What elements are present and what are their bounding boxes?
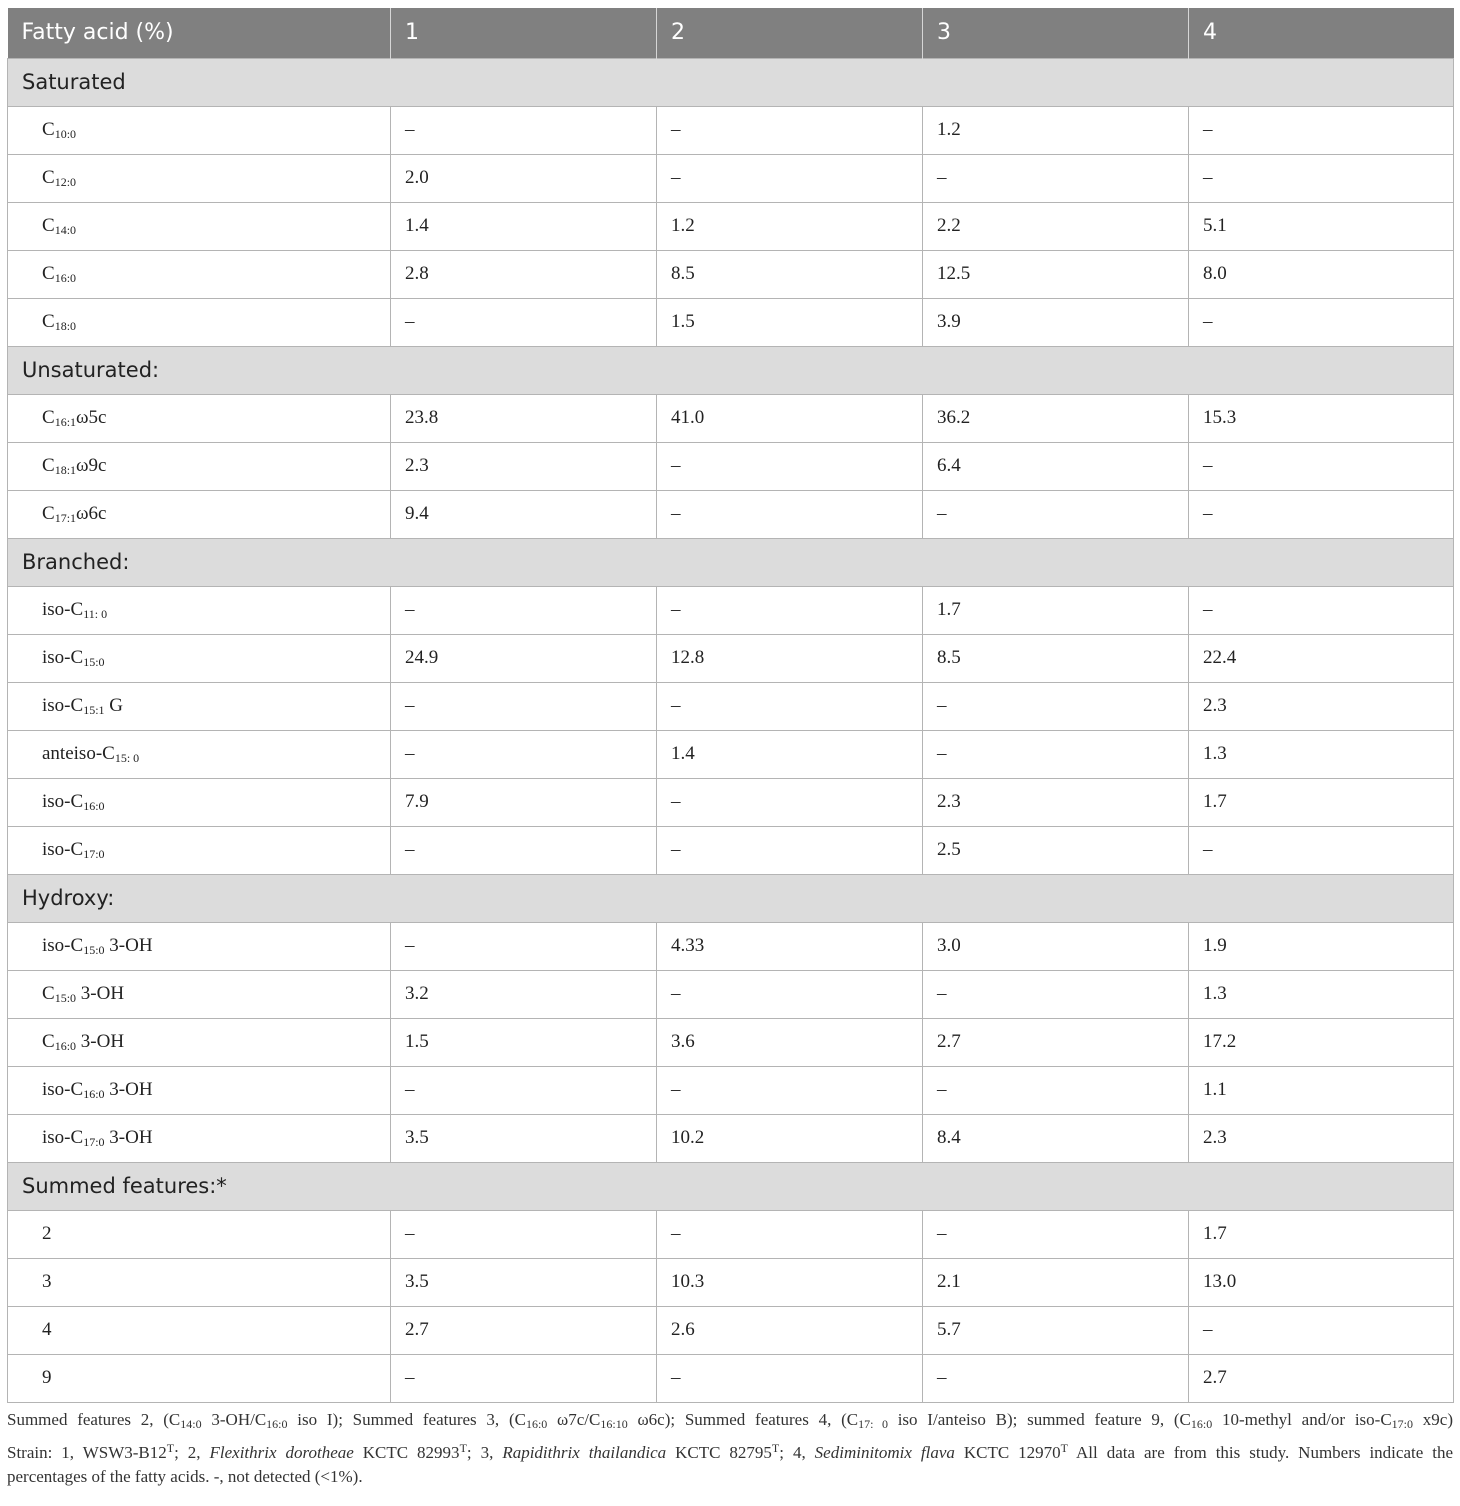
fatty-acid-name-segment: 12:0 <box>54 174 77 189</box>
footnote-line2-segment: KCTC 12970 <box>954 1442 1061 1462</box>
value-cell-strain-4: 1.9 <box>1189 922 1454 970</box>
value-cell-strain-2: – <box>657 826 923 874</box>
footnote-line2-segment: T <box>771 1440 780 1455</box>
value-cell-strain-1: 3.5 <box>391 1258 657 1306</box>
table-row <box>8 970 1454 1018</box>
footnote-line2-segment: All data are from this study. Numbers indicate the <box>1068 1442 1453 1462</box>
value-cell-strain-4: – <box>1189 826 1454 874</box>
value-cell-strain-1: – <box>391 586 657 634</box>
value-cell-strain-4: 2.3 <box>1189 1114 1454 1162</box>
value-cell-strain-2: 1.4 <box>657 730 923 778</box>
table-row <box>8 1066 1454 1114</box>
header-strain-3: 3 <box>923 8 1189 58</box>
table-row <box>8 202 1454 250</box>
fatty-acid-name-segment: C <box>42 502 55 524</box>
value-cell-strain-1: 2.7 <box>391 1306 657 1354</box>
fatty-acid-name-cell <box>8 490 391 538</box>
table-row <box>8 778 1454 826</box>
value-cell-strain-2: – <box>657 490 923 538</box>
fatty-acid-name-cell <box>8 970 391 1018</box>
fatty-acid-name-segment: 3-OH <box>76 1030 125 1052</box>
fatty-acid-name-cell <box>8 1306 391 1354</box>
footnote-line2-segment: ; 3, <box>466 1442 503 1462</box>
value-cell-strain-3: 2.1 <box>923 1258 1189 1306</box>
section-label: Branched: <box>8 538 1454 586</box>
fatty-acid-table-container <box>7 8 1453 1489</box>
fatty-acid-name-cell <box>8 682 391 730</box>
value-cell-strain-2: 41.0 <box>657 394 923 442</box>
footnote-line1-segment: 16:0 <box>1190 1416 1213 1431</box>
table-header-row <box>8 8 1454 58</box>
value-cell-strain-4: 2.3 <box>1189 682 1454 730</box>
header-fatty-acid: Fatty acid (%) <box>8 8 391 58</box>
footnote-line1-segment: iso I); Summed features 3, (C <box>287 1409 526 1429</box>
value-cell-strain-1: – <box>391 682 657 730</box>
value-cell-strain-3: 2.3 <box>923 778 1189 826</box>
footnote-line1-segment: x9c) <box>1413 1409 1453 1429</box>
fatty-acid-name-segment: 15:1 <box>83 702 105 717</box>
value-cell-strain-2: 4.33 <box>657 922 923 970</box>
value-cell-strain-3: – <box>923 1354 1189 1402</box>
value-cell-strain-3: 1.7 <box>923 586 1189 634</box>
fatty-acid-name-segment: iso-C <box>42 646 84 668</box>
fatty-acid-name-segment: C <box>42 214 55 236</box>
value-cell-strain-2: 3.6 <box>657 1018 923 1066</box>
fatty-acid-name-segment: iso-C <box>42 934 84 956</box>
fatty-acid-name-segment: 3-OH <box>104 934 153 956</box>
table-row <box>8 1114 1454 1162</box>
value-cell-strain-3: – <box>923 154 1189 202</box>
fatty-acid-name-segment: 3-OH <box>104 1126 153 1148</box>
value-cell-strain-3: 2.2 <box>923 202 1189 250</box>
value-cell-strain-2: – <box>657 586 923 634</box>
fatty-acid-name-cell <box>8 1258 391 1306</box>
table-row <box>8 1210 1454 1258</box>
value-cell-strain-1: – <box>391 298 657 346</box>
value-cell-strain-3: 36.2 <box>923 394 1189 442</box>
table-footnote <box>7 1408 1453 1489</box>
value-cell-strain-1: – <box>391 1066 657 1114</box>
section-label: Saturated <box>8 58 1454 106</box>
section-label: Unsaturated: <box>8 346 1454 394</box>
value-cell-strain-3: – <box>923 490 1189 538</box>
footnote-line1-segment: 10-methyl and/or iso-C <box>1212 1409 1392 1429</box>
value-cell-strain-2: – <box>657 1066 923 1114</box>
value-cell-strain-1: 3.2 <box>391 970 657 1018</box>
value-cell-strain-2: – <box>657 682 923 730</box>
table-row <box>8 1306 1454 1354</box>
fatty-acid-name-segment: 17:0 <box>83 1134 105 1149</box>
value-cell-strain-1: 2.0 <box>391 154 657 202</box>
value-cell-strain-4: 15.3 <box>1189 394 1454 442</box>
table-body <box>8 58 1454 1402</box>
fatty-acid-name-cell <box>8 1354 391 1402</box>
section-header-row <box>8 874 1454 922</box>
fatty-acid-name-segment: iso-C <box>42 694 84 716</box>
fatty-acid-name-segment: C <box>42 118 55 140</box>
value-cell-strain-3: 2.5 <box>923 826 1189 874</box>
fatty-acid-name-cell <box>8 298 391 346</box>
footnote-line1-segment: 14:0 <box>180 1416 202 1431</box>
section-label: Summed features:* <box>8 1162 1454 1210</box>
value-cell-strain-4: 17.2 <box>1189 1018 1454 1066</box>
table-row <box>8 490 1454 538</box>
fatty-acid-name-segment: 18:0 <box>54 318 77 333</box>
footnote-line1-segment: iso I/anteiso B); summed feature 9, (C <box>887 1409 1191 1429</box>
table-row <box>8 730 1454 778</box>
fatty-acid-name-segment: 15:0 <box>83 654 105 669</box>
fatty-acid-name-segment: G <box>104 694 124 716</box>
fatty-acid-name-segment: 18:1 <box>54 462 77 477</box>
value-cell-strain-2: 10.2 <box>657 1114 923 1162</box>
value-cell-strain-2: 1.5 <box>657 298 923 346</box>
value-cell-strain-4: – <box>1189 154 1454 202</box>
header-strain-2: 2 <box>657 8 923 58</box>
fatty-acid-name-cell <box>8 442 391 490</box>
value-cell-strain-4: 8.0 <box>1189 250 1454 298</box>
value-cell-strain-4: 1.7 <box>1189 778 1454 826</box>
fatty-acid-name-segment: 10:0 <box>54 126 77 141</box>
fatty-acid-name-segment: 14:0 <box>54 222 77 237</box>
footnote-line2-segment: Rapidithrix thailandica <box>502 1442 667 1462</box>
value-cell-strain-4: 1.3 <box>1189 970 1454 1018</box>
fatty-acid-name-segment: ω9c <box>76 454 107 476</box>
value-cell-strain-2: – <box>657 1210 923 1258</box>
value-cell-strain-4: – <box>1189 490 1454 538</box>
footnote-line2-segment: ; 4, <box>779 1442 815 1462</box>
fatty-acid-name-segment: 11: 0 <box>83 606 108 621</box>
value-cell-strain-1: 2.3 <box>391 442 657 490</box>
footnote-line2-segment: KCTC 82993 <box>353 1442 460 1462</box>
value-cell-strain-4: – <box>1189 586 1454 634</box>
fatty-acid-name-segment: 2 <box>42 1223 52 1244</box>
fatty-acid-name-cell <box>8 826 391 874</box>
footnote-line2-segment: KCTC 82795 <box>666 1442 772 1462</box>
footnote-line2-segment: Strain: 1, WSW3-B12 <box>7 1442 167 1462</box>
value-cell-strain-3: 3.0 <box>923 922 1189 970</box>
value-cell-strain-1: 24.9 <box>391 634 657 682</box>
value-cell-strain-2: 2.6 <box>657 1306 923 1354</box>
value-cell-strain-2: 1.2 <box>657 202 923 250</box>
value-cell-strain-2: 12.8 <box>657 634 923 682</box>
footnote-percentages <box>7 1465 1453 1489</box>
fatty-acid-name-segment: anteiso-C <box>42 742 115 764</box>
fatty-acid-name-segment: 16:0 <box>54 1038 77 1053</box>
fatty-acid-name-segment: ω6c <box>76 502 107 524</box>
value-cell-strain-4: – <box>1189 106 1454 154</box>
footnote-line2-segment: T <box>459 1440 467 1455</box>
value-cell-strain-4: 13.0 <box>1189 1258 1454 1306</box>
fatty-acid-name-segment: 16:1 <box>54 414 77 429</box>
value-cell-strain-3: 5.7 <box>923 1306 1189 1354</box>
footnote-line1-segment: 17: 0 <box>858 1416 888 1431</box>
value-cell-strain-1: 9.4 <box>391 490 657 538</box>
value-cell-strain-1: 2.8 <box>391 250 657 298</box>
footnote-summed-features <box>7 1408 1453 1436</box>
fatty-acid-name-cell <box>8 922 391 970</box>
table-row <box>8 586 1454 634</box>
fatty-acid-name-cell <box>8 394 391 442</box>
value-cell-strain-1: 7.9 <box>391 778 657 826</box>
footnote-strains <box>7 1436 1453 1465</box>
footnote-line1-segment: ω6c); Summed features 4, (C <box>627 1409 859 1429</box>
value-cell-strain-4: 2.7 <box>1189 1354 1454 1402</box>
section-header-row <box>8 58 1454 106</box>
fatty-acid-name-segment: iso-C <box>42 1078 84 1100</box>
value-cell-strain-1: 23.8 <box>391 394 657 442</box>
fatty-acid-name-segment: 3 <box>42 1271 52 1292</box>
value-cell-strain-4: – <box>1189 298 1454 346</box>
footnote-line2-segment: T <box>166 1440 175 1455</box>
value-cell-strain-3: – <box>923 730 1189 778</box>
table-row <box>8 1018 1454 1066</box>
value-cell-strain-2: – <box>657 154 923 202</box>
fatty-acid-name-cell <box>8 1018 391 1066</box>
table-row <box>8 442 1454 490</box>
value-cell-strain-4: 5.1 <box>1189 202 1454 250</box>
fatty-acid-name-segment: C <box>42 454 55 476</box>
value-cell-strain-1: – <box>391 106 657 154</box>
table-row <box>8 1258 1454 1306</box>
table-row <box>8 1354 1454 1402</box>
value-cell-strain-3: – <box>923 682 1189 730</box>
fatty-acid-name-segment: C <box>42 406 55 428</box>
fatty-acid-name-segment: iso-C <box>42 838 84 860</box>
footnote-line1-segment: 16:10 <box>600 1416 628 1431</box>
table-row <box>8 682 1454 730</box>
fatty-acid-name-cell <box>8 1210 391 1258</box>
fatty-acid-name-cell <box>8 250 391 298</box>
value-cell-strain-2: – <box>657 970 923 1018</box>
fatty-acid-name-segment: C <box>42 262 55 284</box>
value-cell-strain-3: 3.9 <box>923 298 1189 346</box>
value-cell-strain-1: 1.4 <box>391 202 657 250</box>
fatty-acid-name-cell <box>8 154 391 202</box>
value-cell-strain-4: 22.4 <box>1189 634 1454 682</box>
value-cell-strain-2: – <box>657 442 923 490</box>
table-row <box>8 250 1454 298</box>
value-cell-strain-1: 1.5 <box>391 1018 657 1066</box>
table-row <box>8 634 1454 682</box>
fatty-acid-name-cell <box>8 1066 391 1114</box>
section-header-row <box>8 346 1454 394</box>
fatty-acid-name-segment: iso-C <box>42 1126 84 1148</box>
fatty-acid-name-segment: 4 <box>42 1319 52 1340</box>
value-cell-strain-3: 8.4 <box>923 1114 1189 1162</box>
value-cell-strain-3: 6.4 <box>923 442 1189 490</box>
table-row <box>8 154 1454 202</box>
value-cell-strain-4: – <box>1189 442 1454 490</box>
section-header-row <box>8 538 1454 586</box>
fatty-acid-name-cell <box>8 202 391 250</box>
value-cell-strain-4: 1.7 <box>1189 1210 1454 1258</box>
value-cell-strain-4: 1.1 <box>1189 1066 1454 1114</box>
value-cell-strain-1: – <box>391 1354 657 1402</box>
footnote-line1-segment: Summed features 2, (C <box>7 1409 181 1429</box>
value-cell-strain-3: – <box>923 970 1189 1018</box>
value-cell-strain-1: – <box>391 1210 657 1258</box>
fatty-acid-name-segment: 17:1 <box>54 510 77 525</box>
table-row <box>8 106 1454 154</box>
footnote-line1-segment: 16:0 <box>266 1416 288 1431</box>
value-cell-strain-4: – <box>1189 1306 1454 1354</box>
value-cell-strain-3: – <box>923 1210 1189 1258</box>
fatty-acid-name-segment: C <box>42 1030 55 1052</box>
fatty-acid-name-segment: 16:0 <box>54 270 77 285</box>
value-cell-strain-2: – <box>657 106 923 154</box>
footnote-line1-segment: 17:0 <box>1391 1416 1414 1431</box>
value-cell-strain-1: – <box>391 730 657 778</box>
section-header-row <box>8 1162 1454 1210</box>
table-row <box>8 826 1454 874</box>
fatty-acid-name-segment: 16:0 <box>83 1086 105 1101</box>
value-cell-strain-2: 10.3 <box>657 1258 923 1306</box>
footnote-line1-segment: 16:0 <box>525 1416 548 1431</box>
value-cell-strain-3: 1.2 <box>923 106 1189 154</box>
fatty-acid-name-segment: 3-OH <box>104 1078 153 1100</box>
footnote-line3-segment: percentages of the fatty acids. -, not detected (<1%). <box>7 1466 363 1486</box>
value-cell-strain-4: 1.3 <box>1189 730 1454 778</box>
footnote-line2-segment: Flexithrix dorotheae <box>209 1442 354 1462</box>
value-cell-strain-3: – <box>923 1066 1189 1114</box>
header-strain-1: 1 <box>391 8 657 58</box>
fatty-acid-name-cell <box>8 730 391 778</box>
fatty-acid-table <box>7 8 1454 1403</box>
section-label: Hydroxy: <box>8 874 1454 922</box>
fatty-acid-name-cell <box>8 634 391 682</box>
table-row <box>8 394 1454 442</box>
fatty-acid-name-segment: iso-C <box>42 790 84 812</box>
fatty-acid-name-segment: ω5c <box>76 406 107 428</box>
value-cell-strain-2: 8.5 <box>657 250 923 298</box>
fatty-acid-name-segment: C <box>42 310 55 332</box>
fatty-acid-name-cell <box>8 1114 391 1162</box>
value-cell-strain-1: – <box>391 922 657 970</box>
fatty-acid-name-segment: iso-C <box>42 598 84 620</box>
fatty-acid-name-segment: 17:0 <box>83 846 105 861</box>
footnote-line1-segment: ω7c/C <box>547 1409 601 1429</box>
footnote-line1-segment: 3-OH/C <box>201 1409 267 1429</box>
value-cell-strain-3: 12.5 <box>923 250 1189 298</box>
fatty-acid-name-cell <box>8 778 391 826</box>
fatty-acid-name-segment: C <box>42 166 55 188</box>
fatty-acid-name-segment: 3-OH <box>76 982 125 1004</box>
table-row <box>8 922 1454 970</box>
fatty-acid-name-segment: 16:0 <box>83 798 105 813</box>
fatty-acid-name-segment: 15:0 <box>54 990 77 1005</box>
table-row <box>8 298 1454 346</box>
footnote-line2-segment: ; 2, <box>174 1442 210 1462</box>
value-cell-strain-1: – <box>391 826 657 874</box>
fatty-acid-name-segment: 15:0 <box>83 942 105 957</box>
footnote-line2-segment: Sediminitomix flava <box>814 1442 955 1462</box>
fatty-acid-name-cell <box>8 586 391 634</box>
value-cell-strain-2: – <box>657 1354 923 1402</box>
fatty-acid-name-segment: 15: 0 <box>114 750 140 765</box>
fatty-acid-name-segment: 9 <box>42 1367 52 1388</box>
value-cell-strain-2: – <box>657 778 923 826</box>
value-cell-strain-3: 8.5 <box>923 634 1189 682</box>
value-cell-strain-3: 2.7 <box>923 1018 1189 1066</box>
header-strain-4: 4 <box>1189 8 1454 58</box>
footnote-line2-segment: T <box>1060 1440 1068 1455</box>
fatty-acid-name-segment: C <box>42 982 55 1004</box>
value-cell-strain-1: 3.5 <box>391 1114 657 1162</box>
fatty-acid-name-cell <box>8 106 391 154</box>
